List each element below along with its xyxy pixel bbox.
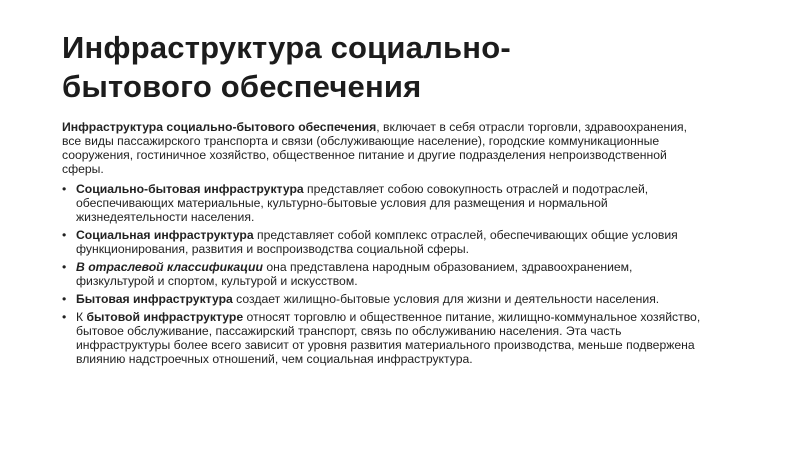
bullet-item-classification: [62, 260, 702, 288]
title-line-1: Инфраструктура социально-: [62, 30, 511, 65]
bullet-dot-icon: •: [62, 310, 67, 324]
bullet-item-household-composition: [62, 310, 702, 366]
bullet-list: [62, 182, 702, 366]
bullet-text: создает жилищно-бытовые условия для жизни и деятельности населения.: [232, 292, 660, 306]
bullet-item-household: [62, 292, 702, 306]
intro-term: Инфраструктура социально-бытового обеспечения: [62, 120, 377, 134]
bullet-term: бытовой инфраструктуре: [86, 310, 244, 324]
bullet-text: представляет собой комплекс отраслей, обеспечивающих общие условия функционирования, развития и воспроизводства социальной сферы.: [76, 228, 678, 256]
bullet-term: Социальная инфраструктура: [76, 228, 254, 242]
slide-body: [62, 120, 702, 370]
bullet-item-social: [62, 228, 702, 256]
bullet-text: относят торговлю и общественное питание, жилищно-коммунальное хозяйство, бытовое обслуживание, пассажирский транспорт, связь по обслуживанию населения. Эта часть инфраструктуры более всего зависит от уровня развития материального производства, меньше подвержена влиянию надстроечных отношений, чем социальная инфраструктура.: [76, 310, 701, 366]
bullet-dot-icon: •: [62, 260, 67, 274]
bullet-term: Социально-бытовая инфраструктура: [76, 182, 304, 196]
slide-title: [62, 28, 702, 106]
bullet-dot-icon: •: [62, 182, 67, 196]
bullet-dot-icon: •: [62, 228, 67, 242]
bullet-pre: К: [76, 310, 87, 324]
bullet-item-social-household: [62, 182, 702, 224]
intro-text: , включает в себя отрасли торговли, здравоохранения, все виды пассажирского транспорта и связи (обслуживающие население), городские коммуникационные сооружения, гостиничное хозяйство, общественное питание и другие подразделения непроизводственной сферы.: [62, 120, 688, 176]
intro-paragraph: [62, 120, 702, 176]
bullet-text: представляет собою совокупность отраслей и подотраслей, обеспечивающих материальные, культурно-бытовые условия для размещения и нормальной жизнедеятельности населения.: [76, 182, 649, 224]
title-line-2: бытового обеспечения: [62, 69, 422, 104]
bullet-term: Бытовая инфраструктура: [76, 292, 233, 306]
bullet-dot-icon: •: [62, 292, 67, 306]
bullet-text: она представлена народным образованием, здравоохранением, физкультурой и спортом, культурой и искусством.: [76, 260, 633, 288]
bullet-term: В отраслевой классификации: [76, 260, 263, 274]
